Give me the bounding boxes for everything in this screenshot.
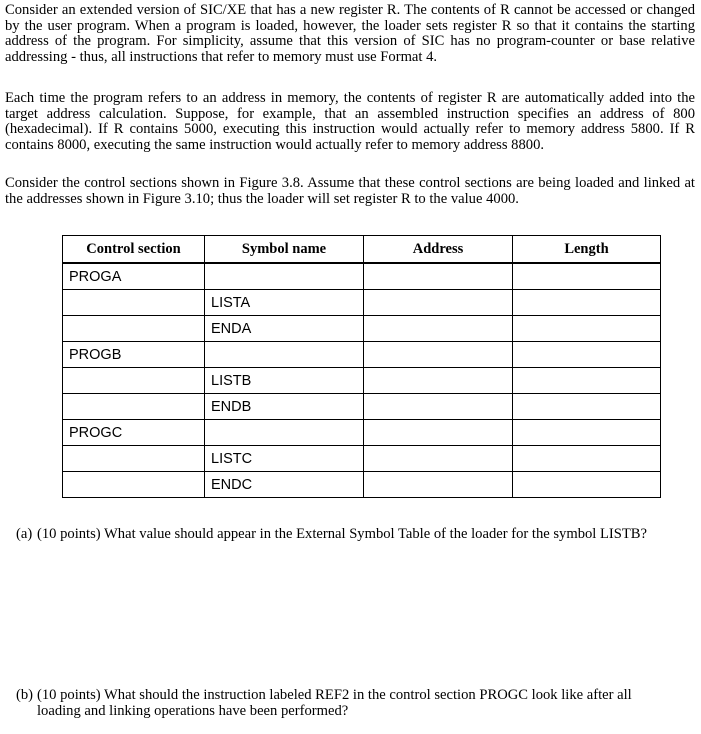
- symbol-name-cell: ENDA: [205, 316, 364, 342]
- symbol-name-cell: ENDC: [205, 472, 364, 498]
- table-row: [63, 290, 661, 316]
- address-cell: [364, 446, 513, 472]
- length-cell: [513, 472, 661, 498]
- address-cell: [364, 263, 513, 290]
- address-cell: [364, 394, 513, 420]
- control-section-cell: PROGB: [63, 342, 205, 368]
- header-control-section: Control section: [63, 236, 205, 264]
- symbol-name-cell: [205, 263, 364, 290]
- control-section-cell: [63, 446, 205, 472]
- table-row: [63, 394, 661, 420]
- question-a-text: (10 points) What value should appear in the External Symbol Table of the loader for the symbol LISTB?: [37, 526, 648, 542]
- length-cell: [513, 394, 661, 420]
- length-cell: [513, 290, 661, 316]
- intro-paragraph: Consider an extended version of SIC/XE that has a new register R. The contents of R cannot be accessed or changed by the user program. When a program is loaded, however, the loader sets register R so that it contains the starting address of the program. For simplicity, assume that this version of SIC has no program-counter or base relative addressing - thus, all instructions that refer to memory must use Format 4.: [5, 2, 695, 66]
- symbol-name-cell: LISTC: [205, 446, 364, 472]
- address-cell: [364, 316, 513, 342]
- question-b: [16, 688, 676, 719]
- question-b-text: (10 points) What should the instruction labeled REF2 in the control section PROGC look like after all loading and linking operations have been performed?: [37, 687, 632, 719]
- address-cell: [364, 420, 513, 446]
- control-section-cell: [63, 316, 205, 342]
- control-sections-paragraph: Consider the control sections shown in Figure 3.8. Assume that these control sections are being loaded and linked at the addresses shown in Figure 3.10; thus the loader will set register R to the value 4000.: [5, 175, 695, 207]
- control-section-cell: PROGA: [63, 263, 205, 290]
- table-header-row: [63, 236, 661, 264]
- length-cell: [513, 342, 661, 368]
- length-cell: [513, 263, 661, 290]
- address-calculation-paragraph: Each time the program refers to an address in memory, the contents of register R are automatically added into the target address calculation. Suppose, for example, that an assembled instruction specifies an address of 800 (hexadecimal). If R contains 5000, executing this instruction would actually refer to memory address 5800. If R contains 8000, executing the same instruction would actually refer to memory address 8800.: [5, 90, 695, 154]
- address-cell: [364, 342, 513, 368]
- control-section-cell: [63, 394, 205, 420]
- length-cell: [513, 368, 661, 394]
- control-section-cell: [63, 368, 205, 394]
- question-a: [16, 527, 676, 543]
- table-row: [63, 316, 661, 342]
- length-cell: [513, 446, 661, 472]
- symbol-name-cell: [205, 342, 364, 368]
- symbol-name-cell: LISTA: [205, 290, 364, 316]
- table-row: [63, 446, 661, 472]
- length-cell: [513, 420, 661, 446]
- header-length: Length: [513, 236, 661, 264]
- table-row: [63, 420, 661, 446]
- control-section-cell: [63, 290, 205, 316]
- table-row: [63, 342, 661, 368]
- table-row: [63, 263, 661, 290]
- table-row: [63, 368, 661, 394]
- symbol-name-cell: LISTB: [205, 368, 364, 394]
- control-section-cell: [63, 472, 205, 498]
- header-symbol-name: Symbol name: [205, 236, 364, 264]
- symbol-name-cell: [205, 420, 364, 446]
- address-cell: [364, 290, 513, 316]
- control-section-cell: PROGC: [63, 420, 205, 446]
- question-a-label: (a): [16, 526, 33, 542]
- symbol-name-cell: ENDB: [205, 394, 364, 420]
- address-cell: [364, 368, 513, 394]
- address-cell: [364, 472, 513, 498]
- header-address: Address: [364, 236, 513, 264]
- question-b-label: (b): [16, 687, 34, 703]
- external-symbol-table: [62, 235, 661, 498]
- table-row: [63, 472, 661, 498]
- length-cell: [513, 316, 661, 342]
